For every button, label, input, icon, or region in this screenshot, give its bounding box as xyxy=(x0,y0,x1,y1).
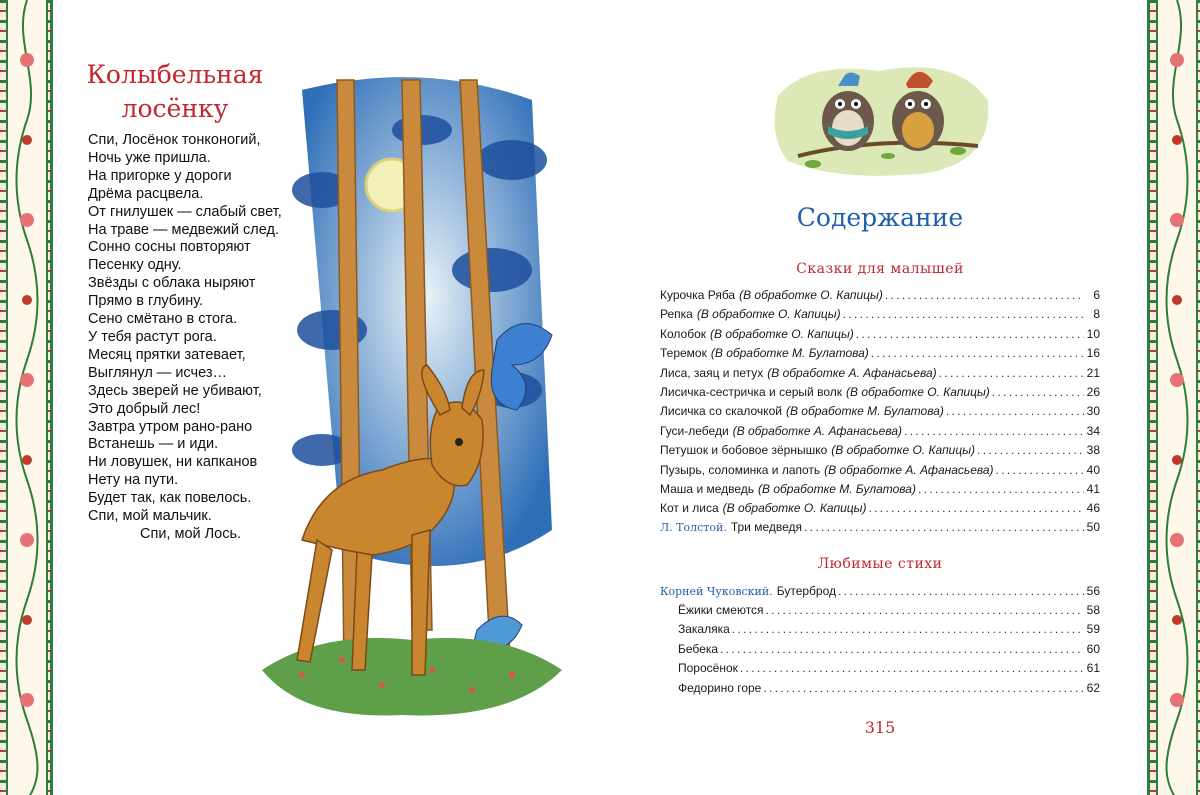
poem-line: Это добрый лес! xyxy=(88,400,201,417)
toc-page: 40 xyxy=(1086,462,1100,477)
toc-leader xyxy=(740,661,1084,675)
toc-entry-title: Гуси-лебеди xyxy=(660,423,729,438)
toc-row[interactable] xyxy=(660,366,1100,385)
toc-leader xyxy=(871,346,1084,360)
left-ornament-border xyxy=(0,0,53,795)
toc-page: 6 xyxy=(1093,288,1100,302)
toc-tolstoy xyxy=(660,520,1100,539)
toc-chukovsky xyxy=(660,584,1100,603)
moose-forest-illustration xyxy=(262,70,577,720)
toc-leader xyxy=(763,681,1084,695)
toc-leader xyxy=(732,622,1084,636)
toc-page: 8 xyxy=(1093,307,1100,322)
toc-page: 50 xyxy=(1086,520,1100,534)
toc-row[interactable] xyxy=(660,661,1100,680)
toc-leader xyxy=(868,501,1084,515)
toc-entry-note: (В обработке О. Капицы) xyxy=(710,326,854,341)
poem-line: Ни ловушек, ни капканов xyxy=(88,454,258,471)
section-heading-tales: Сказки для малышей xyxy=(796,261,964,277)
toc-row[interactable] xyxy=(660,642,1100,661)
toc-entry-title: Маша и медведь xyxy=(660,481,755,496)
poem-line: Встанешь — и иди. xyxy=(88,436,219,453)
poem-line: У тебя растут рога. xyxy=(88,328,217,345)
toc-row[interactable] xyxy=(660,603,1100,622)
toc-page: 10 xyxy=(1086,326,1100,341)
toc-row[interactable] xyxy=(660,385,1100,404)
toc-page: 34 xyxy=(1086,423,1100,438)
poem-title xyxy=(60,58,290,126)
toc-leader xyxy=(992,385,1084,399)
right-ornament-border xyxy=(1147,0,1200,795)
toc-row[interactable] xyxy=(660,482,1100,501)
toc-entry-title: Федорино горе xyxy=(678,680,762,695)
poem-line: Спи, мой Лось. xyxy=(140,525,242,542)
toc-entry-note: (В обработке О. Капицы) xyxy=(739,288,883,302)
toc-row[interactable] xyxy=(660,463,1100,482)
toc-entry-note: (В обработке О. Капицы) xyxy=(696,307,841,322)
poem-line: На траве — медвежий след. xyxy=(88,221,279,238)
toc-leader xyxy=(856,327,1084,341)
poem-line: Прямо в глубину. xyxy=(88,293,204,310)
toc-entry-title: Ёжики смеются xyxy=(678,603,764,617)
poem-line: Сено смётано в стога. xyxy=(88,311,238,328)
toc-page: 21 xyxy=(1086,365,1100,380)
toc-leader xyxy=(804,520,1084,534)
toc-entry-title: Пузырь, соломинка и лапоть xyxy=(660,462,821,477)
toc-row[interactable] xyxy=(660,681,1100,700)
toc-entry-note: (В обработке А. Афанасьева) xyxy=(824,462,994,477)
toc-entry-title: Лиса, заяц и петух xyxy=(660,365,764,380)
toc-page: 16 xyxy=(1086,346,1100,361)
toc-leader xyxy=(996,463,1084,477)
poem-line: Будет так, как повелось. xyxy=(88,490,252,507)
toc-leader xyxy=(977,443,1084,457)
toc-entry-title: Курочка Ряба xyxy=(660,288,736,302)
poem-title-line1: Колыбельная xyxy=(86,60,264,89)
toc-entry-title: Бутерброд xyxy=(776,584,836,598)
toc-entry-title: Три медведя xyxy=(730,520,803,534)
toc-author: Корней Чуковский. xyxy=(660,585,773,598)
toc-page: 26 xyxy=(1086,384,1100,399)
toc-author: Л. Толстой. xyxy=(660,521,727,534)
toc-row[interactable] xyxy=(660,443,1100,462)
poem-title-line2: лосёнку xyxy=(121,94,229,123)
toc-row[interactable] xyxy=(660,404,1100,423)
toc-entry-note: (В обработке М. Булатова) xyxy=(710,346,869,361)
toc-entry-note: (В обработке О. Капицы) xyxy=(846,384,990,399)
toc-page: 30 xyxy=(1086,404,1100,419)
toc-leader xyxy=(838,584,1084,598)
toc-page: 60 xyxy=(1086,641,1100,656)
poem-line: Выглянул — исчез… xyxy=(88,364,227,381)
toc-page: 59 xyxy=(1086,622,1100,637)
poem-line: Дрёма расцвела. xyxy=(88,185,204,202)
toc-page: 38 xyxy=(1086,443,1100,458)
toc-page: 46 xyxy=(1086,501,1100,516)
page-number: 315 xyxy=(864,718,896,737)
toc-entry-title: Кот и лиса xyxy=(660,501,719,516)
toc-entry-note: (В обработке А. Афанасьева) xyxy=(767,365,937,380)
poem-line: Завтра утром рано-рано xyxy=(88,418,253,435)
poem-line: Песенку одну. xyxy=(88,257,182,274)
left-vine-pattern xyxy=(6,0,48,795)
moose-eye-icon xyxy=(455,438,463,446)
toc-page: 58 xyxy=(1086,603,1100,617)
toc-entry-title: Репка xyxy=(660,307,693,322)
toc-leader xyxy=(843,307,1084,321)
toc-page: 56 xyxy=(1086,584,1100,598)
toc-leader xyxy=(939,366,1084,380)
toc-entry-title: Колобок xyxy=(660,326,707,341)
toc-row[interactable] xyxy=(660,327,1100,346)
poem-line: Месяц прятки затевает, xyxy=(88,346,246,363)
right-vine-pattern xyxy=(1156,0,1198,795)
toc-leader xyxy=(918,482,1084,496)
poem-line: Ночь уже пришла. xyxy=(88,149,211,166)
toc-entry-title: Поросёнок xyxy=(678,661,738,676)
toc-leader xyxy=(946,404,1084,418)
poem-line: Звёзды с облака ныряют xyxy=(88,275,256,292)
poem-line: Нету на пути. xyxy=(88,472,179,489)
toc-row[interactable] xyxy=(660,424,1100,443)
toc-row[interactable] xyxy=(660,584,1100,603)
toc-entry-note: (В обработке А. Афанасьева) xyxy=(732,423,903,438)
right-floral-icon xyxy=(1158,0,1196,795)
poem-line: Здесь зверей не убивают, xyxy=(88,382,262,399)
toc-entry-title: Бебека xyxy=(678,641,719,656)
toc-leader xyxy=(720,642,1084,656)
toc-entry-title: Лисичка со скалочкой xyxy=(660,404,782,419)
toc-entry-note: (В обработке О. Капицы) xyxy=(722,501,867,516)
toc-entry-title: Петушок и бобовое зёрнышко xyxy=(660,443,828,458)
toc-entry-title: Лисичка-сестричка и серый волк xyxy=(660,384,842,399)
toc-title: Содержание xyxy=(796,203,964,232)
toc-row[interactable] xyxy=(660,622,1100,641)
toc-entry-title: Теремок xyxy=(660,346,707,361)
poem-line: На пригорке у дороги xyxy=(88,167,232,184)
toc-row[interactable] xyxy=(660,520,1100,539)
poem-line: Спи, Лосёнок тонконогий, xyxy=(88,132,261,148)
toc-leader xyxy=(885,288,1084,302)
toc-page: 41 xyxy=(1086,481,1100,496)
toc-list-tales xyxy=(660,288,1100,521)
toc-entry-note: (В обработке М. Булатова) xyxy=(758,481,916,496)
poem-line: От гнилушек — слабый свет, xyxy=(88,203,282,220)
toc-entry-note: (В обработке О. Капицы) xyxy=(831,443,976,458)
toc-row[interactable] xyxy=(660,346,1100,365)
toc-page: 61 xyxy=(1086,661,1100,676)
toc-leader xyxy=(766,603,1084,617)
toc-leader xyxy=(904,424,1084,438)
toc-row[interactable] xyxy=(660,288,1100,307)
toc-row[interactable] xyxy=(660,501,1100,520)
poem-line: Спи, мой мальчик. xyxy=(88,508,212,525)
section-heading-poems: Любимые стихи xyxy=(817,556,943,572)
poem-text xyxy=(88,132,282,544)
toc-entry-note: (В обработке М. Булатова) xyxy=(785,404,944,419)
poem-line: Сонно сосны повторяют xyxy=(88,239,251,256)
toc-row[interactable] xyxy=(660,307,1100,326)
birds-illustration xyxy=(768,56,996,186)
left-floral-icon xyxy=(8,0,46,795)
toc-entry-title: Закаляка xyxy=(678,622,730,637)
toc-page: 62 xyxy=(1086,680,1100,695)
toc-list-poems xyxy=(660,603,1100,700)
